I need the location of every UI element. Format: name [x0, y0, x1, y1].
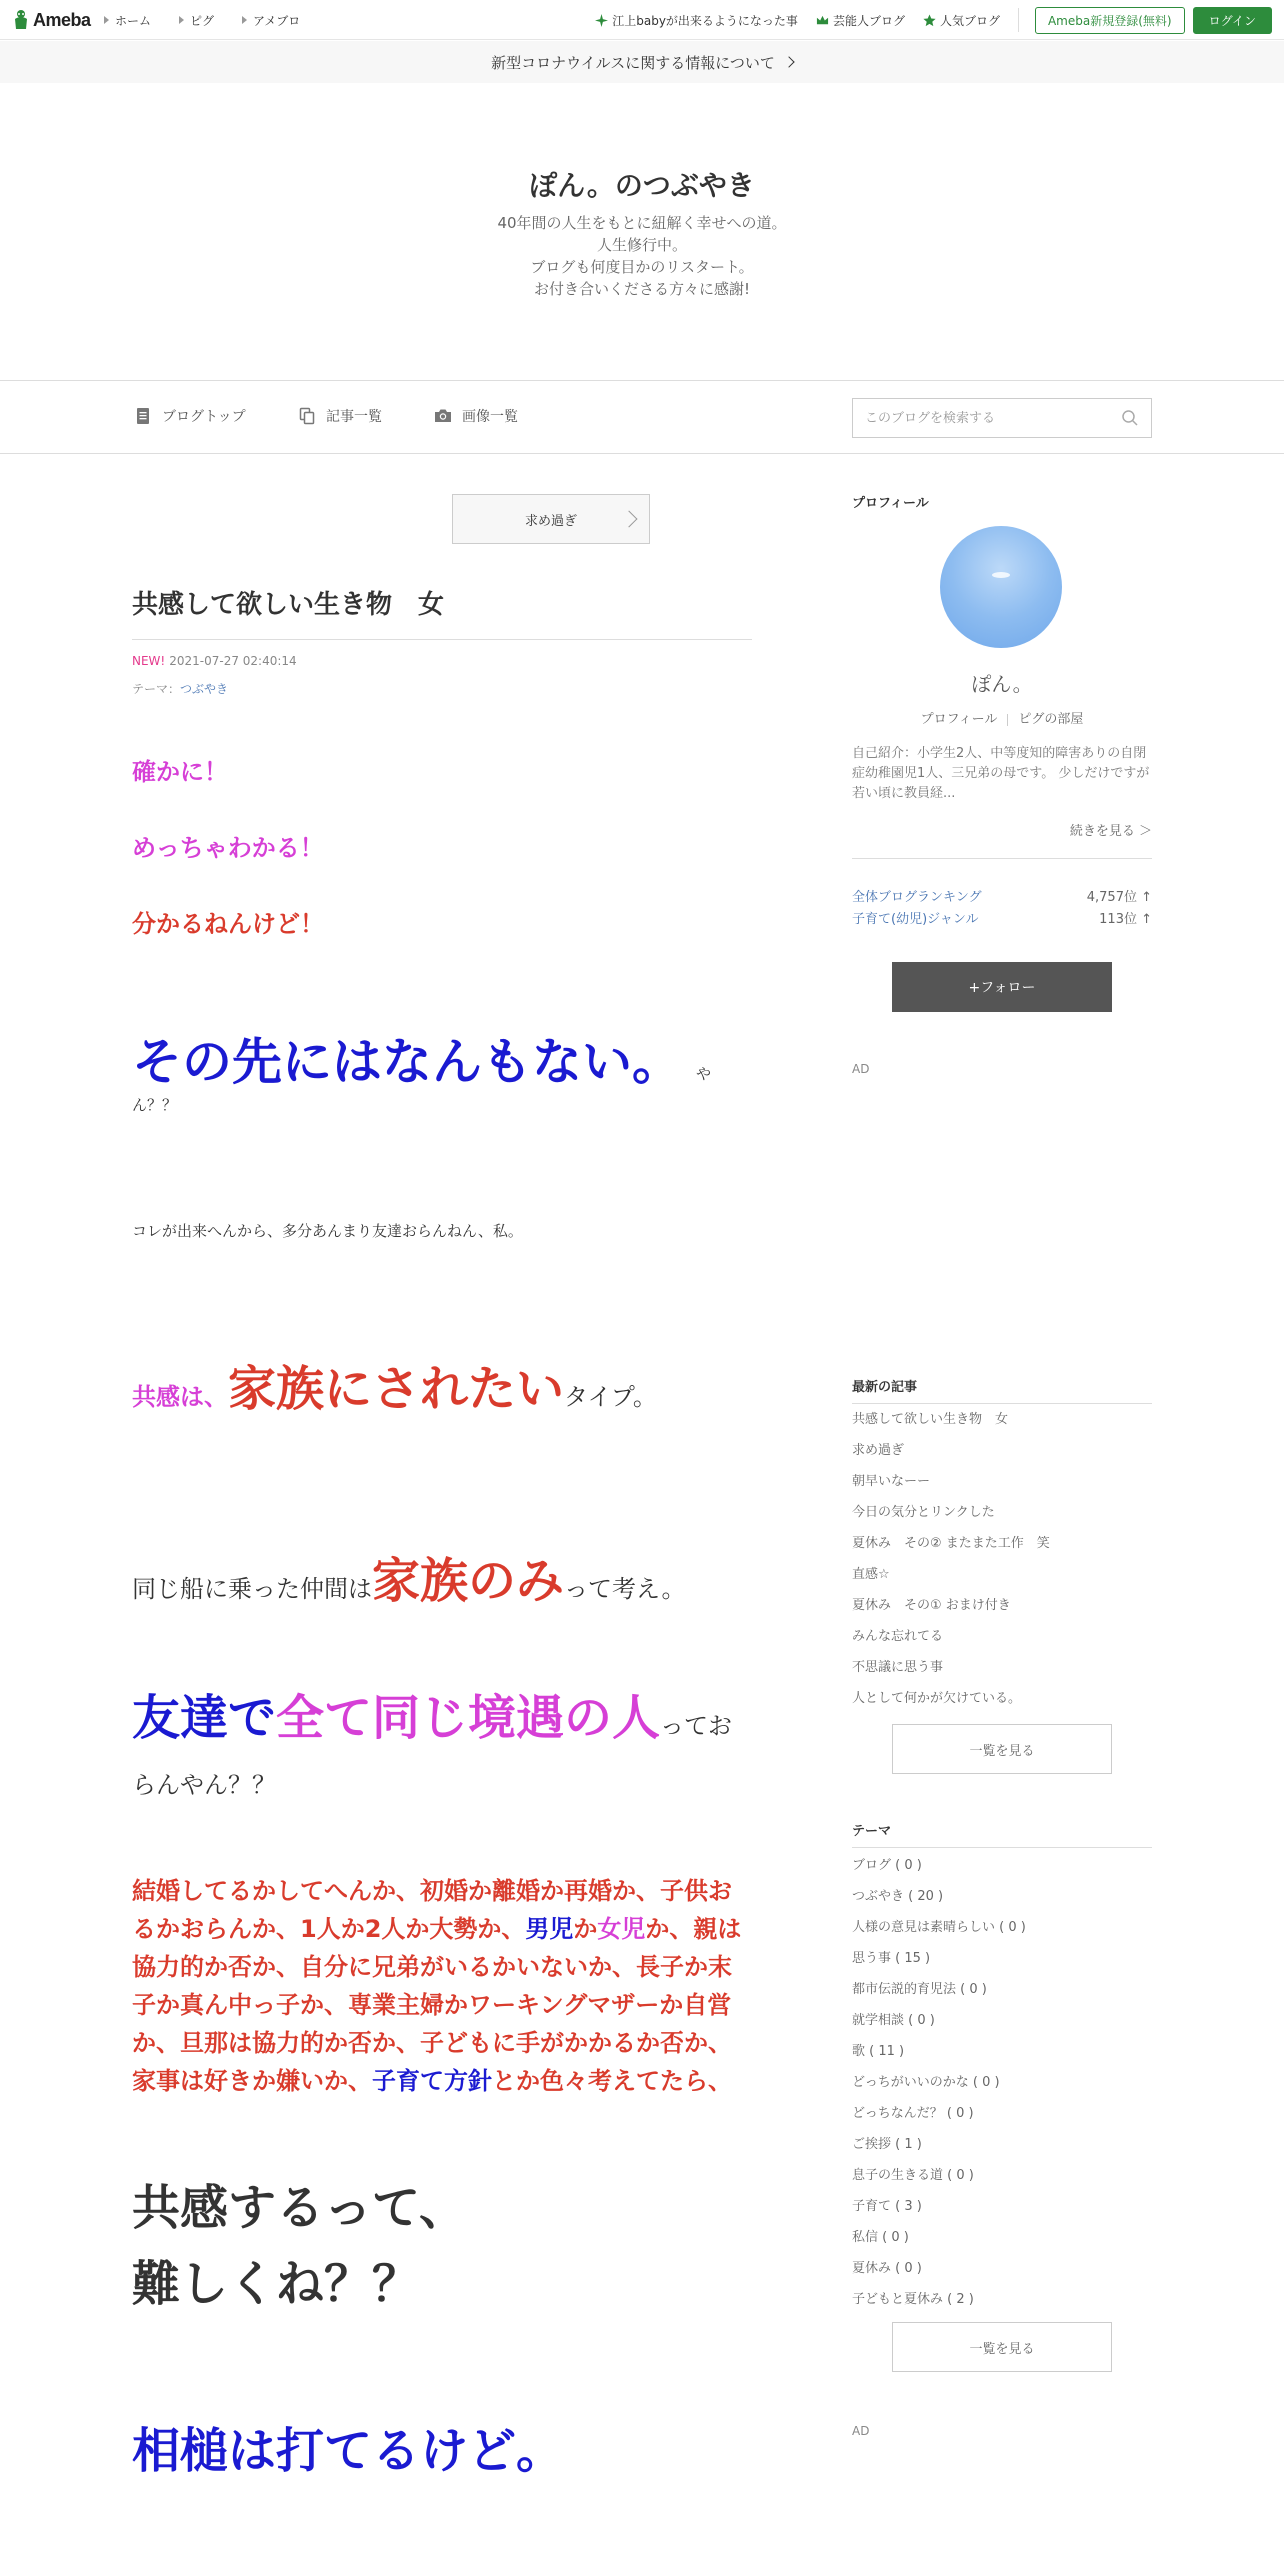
theme-item[interactable]: 歌 ( 11 ): [852, 2044, 905, 2059]
notice-text: 新型コロナウイルスに関する情報について: [491, 53, 775, 72]
new-badge: NEW!: [132, 654, 166, 668]
text-emphasis: 家族にされたい: [228, 1361, 565, 1417]
recent-entries-heading: 最新の記事: [852, 1376, 1152, 1404]
global-nav: [104, 0, 300, 40]
nav-ameblo-label: アメブロ: [253, 13, 301, 28]
text-normal: ってお: [660, 1712, 733, 1740]
theme-item[interactable]: ブログ ( 0 ): [852, 1858, 922, 1873]
document-icon: [134, 407, 152, 425]
theme-item[interactable]: ご挨拶 ( 1 ): [852, 2137, 922, 2152]
recent-entry-item[interactable]: 人として何かが欠けている。: [852, 1691, 1022, 1706]
entry-paragraph: めっちゃわかる！: [132, 834, 324, 862]
logo-text: Ameba: [33, 9, 91, 30]
chevron-right-icon: [621, 511, 638, 528]
theme-item[interactable]: どっちなんだ？ ( 0 ): [852, 2106, 974, 2121]
text-normal: タイプ。: [564, 1383, 657, 1411]
blog-header: [0, 84, 1284, 380]
profile-more-link[interactable]: 続きを見る ＞: [1069, 824, 1152, 839]
text-normal: やん？？: [132, 1065, 712, 1114]
themes-more-button[interactable]: 一覧を見る: [892, 2322, 1112, 2372]
recent-entry-item[interactable]: 今日の気分とリンクした: [852, 1505, 995, 1520]
entry-paragraph: 相槌は打てるけど。: [132, 2423, 565, 2479]
prev-entry-label: 求め過ぎ: [524, 513, 577, 529]
blog-desc-line: お付き合いくださる方々に感謝!: [533, 280, 750, 298]
link-celebrity[interactable]: [816, 12, 905, 29]
header-right: [595, 0, 1272, 40]
ad-label: AD: [852, 1062, 870, 1076]
sparkle-icon: [595, 14, 608, 27]
divider: [1018, 8, 1019, 32]
nav-home[interactable]: [104, 12, 151, 29]
text-emphasis: その先にはなんもない。: [132, 1033, 682, 1091]
triangle-icon: [242, 16, 247, 24]
nav-pig[interactable]: [179, 12, 214, 29]
ranking-row: [852, 908, 1152, 927]
theme-item[interactable]: 思う事 ( 15 ): [852, 1951, 931, 1966]
recent-more-button[interactable]: 一覧を見る: [892, 1724, 1112, 1774]
nav-image-list-label: 画像一覧: [462, 409, 518, 425]
recent-entry-item[interactable]: 夏休み その① おまけ付き: [852, 1598, 1011, 1613]
theme-item[interactable]: つぶやき ( 20 ): [852, 1889, 944, 1904]
entry-paragraph: [132, 1872, 752, 2100]
star-icon: [923, 14, 936, 27]
theme-item[interactable]: 子どもと夏休み ( 2 ): [852, 2292, 974, 2307]
recent-entry-item[interactable]: 朝早いなーー: [852, 1474, 931, 1489]
blog-desc-line: 人生修行中。: [596, 236, 687, 254]
text-emphasis: 家族のみ: [372, 1553, 565, 1609]
text-emphasis: 結婚してるかしてへんか、初婚か離婚か再婚か、子供おるかおらんか、1人か2人か大勢か、: [132, 1877, 732, 1943]
theme-item[interactable]: 息子の生きる道 ( 0 ): [852, 2168, 974, 2183]
ameba-logo[interactable]: [12, 8, 91, 32]
nav-blog-top-label: ブログトップ: [162, 409, 246, 425]
entry-paragraph: コレが出来へんから、多分あんまり友達おらんねん、私。: [132, 1222, 523, 1240]
divider: [852, 858, 1152, 859]
text-emphasis: 友達で: [132, 1690, 277, 1746]
profile-links: [852, 708, 1152, 727]
entry-meta: [132, 654, 297, 668]
pig-room-link[interactable]: ピグの部屋: [1018, 712, 1084, 727]
recent-entries-list: [852, 1404, 1152, 1714]
profile-link[interactable]: プロフィール: [920, 712, 998, 727]
text-emphasis: とか色々考えてたら、: [492, 2067, 732, 2095]
text-emphasis: か: [573, 1915, 598, 1943]
covid-notice-link[interactable]: [0, 41, 1284, 83]
text-emphasis: 女児: [597, 1915, 646, 1943]
link-popular[interactable]: [923, 12, 1000, 29]
blog-search-box: [852, 398, 1152, 438]
theme-item[interactable]: どっちがいいのかな ( 0 ): [852, 2075, 1000, 2090]
theme-item[interactable]: 子育て ( 3 ): [852, 2199, 922, 2214]
recent-entry-item[interactable]: 直感☆: [852, 1567, 890, 1582]
chevron-right-icon: [783, 56, 794, 67]
blog-title[interactable]: ぽん。のつぶやき: [529, 169, 755, 202]
entry-paragraph: 分かるねんけど！: [132, 910, 324, 938]
crown-icon: [816, 14, 829, 27]
ranking-row: [852, 886, 1152, 905]
nav-blog-top[interactable]: [134, 406, 246, 426]
recent-entry-item[interactable]: 夏休み その② またまた工作 笑: [852, 1536, 1050, 1551]
entry-paragraph: [132, 1022, 752, 1115]
text-emphasis: 全て同じ境遇の人: [276, 1690, 661, 1746]
theme-item[interactable]: 夏休み ( 0 ): [852, 2261, 922, 2276]
login-button[interactable]: ログイン: [1193, 7, 1272, 34]
theme-link[interactable]: つぶやき: [180, 682, 229, 696]
entry-paragraph: [132, 1542, 752, 1611]
entry-datetime: 2021-07-27 02:40:14: [169, 654, 297, 668]
recent-entry-item[interactable]: 求め過ぎ: [852, 1443, 905, 1458]
entry-paragraph: [132, 1350, 752, 1419]
entry-paragraph: [132, 1690, 752, 1816]
text-emphasis: 男児: [525, 1915, 574, 1943]
prev-entry-button[interactable]: [452, 494, 650, 544]
text-normal: らんやん？？: [132, 1771, 276, 1799]
theme-item[interactable]: 私信 ( 0 ): [852, 2230, 909, 2245]
recent-entry-item[interactable]: 不思議に思う事: [852, 1660, 944, 1675]
entry-paragraph: 確かに！: [132, 758, 228, 786]
entry-paragraph: [132, 2170, 752, 2322]
triangle-icon: [104, 16, 109, 24]
text-emphasis: 子育て方針: [372, 2067, 492, 2095]
recent-entry-item[interactable]: 共感して欲しい生き物 女: [852, 1412, 1009, 1427]
theme-item[interactable]: 都市伝説的育児法 ( 0 ): [852, 1982, 987, 1997]
profile-heading: プロフィール: [852, 496, 929, 511]
ameba-mark-icon: [12, 9, 30, 31]
nav-entry-list-label: 記事一覧: [326, 409, 382, 425]
divider: [1007, 714, 1008, 726]
profile-description: 自己紹介：小学生2人、中等度知的障害ありの自閉症幼稚園児1人、三兄弟の母です。 少しだけですが若い頃に教員経...: [852, 746, 1150, 801]
copy-icon: [298, 407, 316, 425]
text-emphasis: 共感するって、: [132, 2180, 468, 2236]
entry-theme: [132, 680, 228, 697]
themes-list: [852, 1850, 1152, 2315]
global-header: [0, 0, 1284, 40]
camera-icon: [434, 407, 452, 425]
ad-label: AD: [852, 2424, 870, 2438]
theme-prefix: テーマ：: [132, 682, 181, 696]
register-button[interactable]: Ameba新規登録(無料): [1035, 7, 1185, 34]
ranking-value: 113位 ↑: [1099, 912, 1152, 927]
text-emphasis: 難しくね？？: [132, 2256, 421, 2312]
follow-button[interactable]: +フォロー: [892, 962, 1112, 1012]
nav-image-list[interactable]: [434, 406, 518, 426]
text-normal: 同じ船に乗った仲間は: [132, 1575, 372, 1603]
nav-pig-label: ピグ: [190, 13, 215, 28]
cloud-decoration: [992, 572, 1010, 578]
entry-title[interactable]: 共感して欲しい生き物 女: [132, 584, 752, 640]
blog-desc-line: 40年間の人生をもとに紐解く幸せへの道。: [497, 214, 787, 232]
recent-entry-item[interactable]: みんな忘れてる: [852, 1629, 944, 1644]
theme-item[interactable]: 就学相談 ( 0 ): [852, 2013, 935, 2028]
nav-home-label: ホーム: [115, 13, 152, 28]
link-popular-label: 人気ブログ: [939, 13, 1000, 28]
text-normal: って考え。: [564, 1575, 686, 1603]
ranking-overall-link[interactable]: 全体ブログランキング: [852, 890, 982, 905]
blog-search-input[interactable]: [865, 411, 1121, 426]
nav-entry-list[interactable]: [298, 406, 382, 426]
text-emphasis: か、親は協力的か否か、自分に兄弟がいるかいないか、長子か末子か真ん中っ子か、専業主婦かワーキングマザーか自営か、旦那は協力的か否か、子どもに手がかかるか否か、家事は好きか嫌いか、: [132, 1915, 742, 2095]
link-celebrity-label: 芸能人ブログ: [832, 13, 905, 28]
blog-description: [0, 212, 1284, 300]
blog-nav: [0, 380, 1284, 454]
link-featured[interactable]: [595, 12, 798, 29]
ranking-value: 4,757位 ↑: [1086, 890, 1152, 905]
blog-desc-line: ブログも何度目かのリスタート。: [530, 258, 754, 276]
triangle-icon: [179, 16, 184, 24]
themes-heading: テーマ: [852, 1820, 1152, 1848]
avatar[interactable]: [940, 526, 1062, 648]
theme-item[interactable]: 人様の意見は素晴らしい ( 0 ): [852, 1920, 1026, 1935]
search-icon[interactable]: [1121, 409, 1139, 427]
profile-name[interactable]: ぽん。: [971, 672, 1033, 696]
ranking-genre-link[interactable]: 子育て(幼児)ジャンル: [852, 912, 979, 927]
link-featured-label: 江上babyが出来るようになった事: [612, 13, 798, 28]
text-emphasis: 共感は、: [132, 1383, 228, 1411]
nav-ameblo[interactable]: [242, 12, 300, 29]
